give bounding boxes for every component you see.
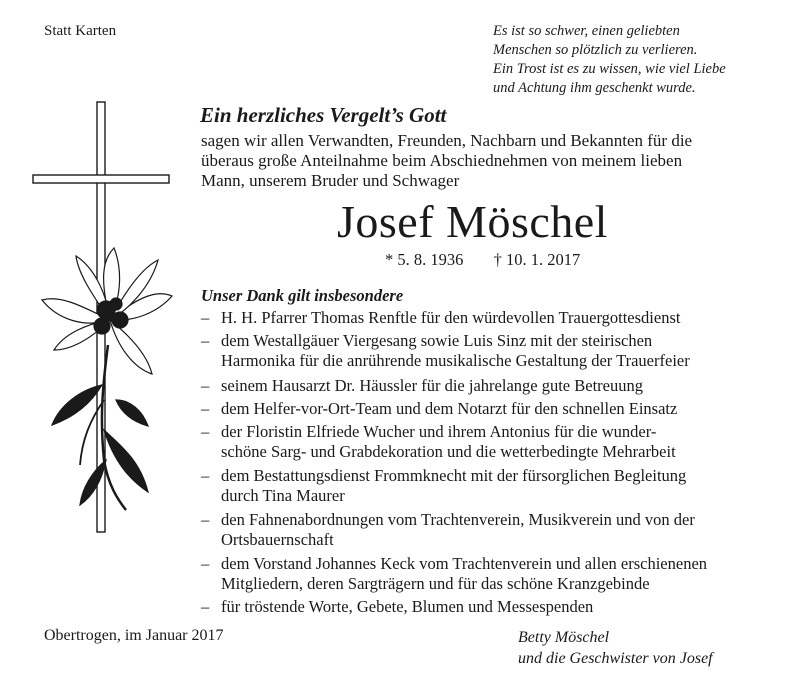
list-item-text: Ortsbauernschaft bbox=[221, 530, 334, 549]
death-date: 10. 1. 2017 bbox=[506, 250, 581, 269]
thanks-heading: Ein herzliches Vergelt’s Gott bbox=[200, 103, 447, 127]
list-dash: – bbox=[201, 308, 210, 327]
thanks-line: Mann, unserem Bruder und Schwager bbox=[201, 171, 460, 190]
list-item-text: den Fahnenabordnungen vom Trachtenverein, Musikverein und von der bbox=[221, 510, 695, 529]
list-item bbox=[201, 331, 771, 371]
list-item bbox=[201, 422, 771, 462]
deceased-name: Josef Möschel bbox=[337, 196, 608, 247]
poem-line: Ein Trost ist es zu wissen, wie viel Liebe bbox=[493, 61, 726, 77]
list-item bbox=[201, 554, 771, 594]
poem bbox=[493, 22, 726, 98]
cross-with-edelweiss-icon bbox=[30, 100, 180, 540]
thanks-line: überaus große Anteilnahme beim Abschiednehmen von meinem lieben bbox=[201, 151, 683, 170]
list-item bbox=[201, 399, 771, 419]
list-dash: – bbox=[201, 466, 210, 485]
birth-star-icon: * bbox=[385, 250, 394, 269]
list-item-text: Harmonika für die anrührende musikalische Gestaltung der Trauerfeier bbox=[221, 351, 690, 370]
list-item-text: dem Helfer-vor-Ort-Team und dem Notarzt für den schnellen Einsatz bbox=[221, 399, 678, 418]
signature-line: Betty Möschel bbox=[518, 629, 610, 646]
list-item-text: durch Tina Maurer bbox=[221, 486, 345, 505]
list-item-text: für tröstende Worte, Gebete, Blumen und Messespenden bbox=[221, 597, 594, 616]
thanks-line: sagen wir allen Verwandten, Freunden, Nachbarn und Bekannten für die bbox=[201, 131, 693, 150]
life-dates bbox=[385, 250, 580, 270]
thanks-paragraph bbox=[201, 131, 776, 191]
signature-line: und die Geschwister von Josef bbox=[518, 650, 713, 667]
death-cross-icon: † bbox=[493, 250, 502, 269]
list-item-text: seinem Hausarzt Dr. Häussler für die jahrelange gute Betreuung bbox=[221, 376, 643, 395]
list-item bbox=[201, 376, 771, 396]
list-dash: – bbox=[201, 331, 210, 350]
list-dash: – bbox=[201, 554, 210, 573]
place-date: Obertrogen, im Januar 2017 bbox=[44, 627, 224, 644]
list-item bbox=[201, 510, 771, 550]
signature bbox=[518, 627, 713, 669]
statt-karten-label: Statt Karten bbox=[44, 23, 117, 39]
list-item-text: dem Westallgäuer Viergesang sowie Luis Sinz mit der steirischen bbox=[221, 331, 653, 350]
list-item-text: dem Vorstand Johannes Keck vom Trachtenverein und allen erschienenen bbox=[221, 554, 708, 573]
poem-line: Es ist so schwer, einen geliebten bbox=[493, 23, 680, 39]
poem-line: und Achtung ihm geschenkt wurde. bbox=[493, 80, 696, 96]
edelweiss-icon bbox=[42, 248, 172, 510]
list-item bbox=[201, 466, 771, 506]
special-thanks-heading: Unser Dank gilt insbesondere bbox=[201, 286, 404, 305]
list-item-text: dem Bestattungsdienst Frommknecht mit der fürsorglichen Begleitung bbox=[221, 466, 687, 485]
list-item-text: der Floristin Elfriede Wucher und ihrem Antonius für die wunder- bbox=[221, 422, 657, 441]
list-dash: – bbox=[201, 376, 210, 395]
list-item-text: H. H. Pfarrer Thomas Renftle für den würdevollen Trauergottesdienst bbox=[221, 308, 681, 327]
poem-line: Menschen so plötzlich zu verlieren. bbox=[493, 42, 698, 58]
list-item bbox=[201, 597, 771, 617]
list-dash: – bbox=[201, 399, 210, 418]
list-item-text: Mitgliedern, deren Sargträgern und für das schöne Kranzgebinde bbox=[221, 574, 650, 593]
list-item bbox=[201, 308, 771, 328]
list-dash: – bbox=[201, 422, 210, 441]
birth-date: 5. 8. 1936 bbox=[397, 250, 464, 269]
list-dash: – bbox=[201, 510, 210, 529]
list-dash: – bbox=[201, 597, 210, 616]
list-item-text: schöne Sarg- und Grabdekoration und die wetterbedingte Mehrarbeit bbox=[221, 442, 676, 461]
